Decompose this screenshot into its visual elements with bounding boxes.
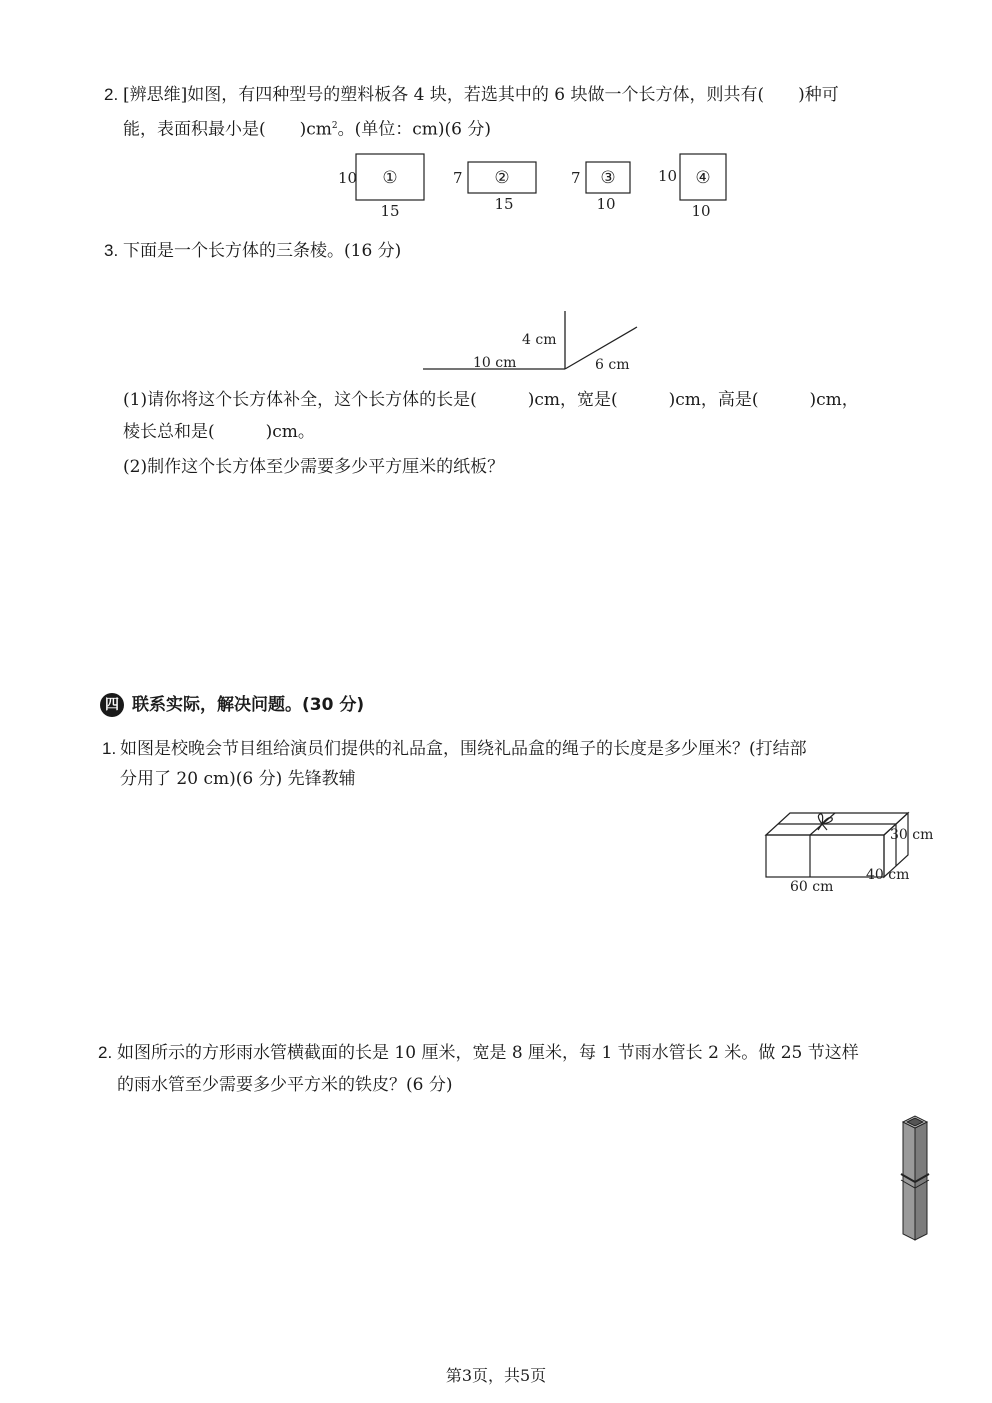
board-4-bottom: 10	[691, 202, 711, 220]
box-height-label: 30 cm	[890, 827, 934, 843]
p2-number: 2.	[98, 1043, 113, 1062]
q2-text-line1: [辨思维]如图，有四种型号的塑料板各 4 块，若选其中的 6 块做一个长方体，则共有( )种可	[123, 85, 839, 105]
q3-part1-line1: (1)请你将这个长方体补全，这个长方体的长是( )cm，宽是( )cm，高是( )cm，	[123, 390, 859, 410]
board-1-bottom: 15	[380, 202, 400, 220]
p2-text-line1: 如图所示的方形雨水管横截面的长是 10 厘米，宽是 8 厘米，每 1 节雨水管长 2 米。做 25 节这样	[117, 1043, 859, 1063]
q2-number: 2.	[104, 85, 119, 104]
board-3-side: 7	[571, 169, 581, 187]
q3-title: 下面是一个长方体的三条棱。(16 分)	[123, 241, 402, 261]
board-3-bottom: 10	[596, 195, 616, 213]
p1-text-line1: 如图是校晚会节目组给演员们提供的礼品盒，围绕礼品盒的绳子的长度是多少厘米？(打结部	[120, 739, 807, 759]
edge-length-label: 10 cm	[473, 355, 517, 371]
gift-box-figure	[760, 805, 945, 900]
board-3-mark: ③	[600, 168, 616, 188]
rain-pipe-figure	[895, 1108, 935, 1248]
boards-figure	[330, 150, 740, 225]
board-2-mark: ②	[494, 168, 510, 188]
board-4-mark: ④	[695, 168, 711, 188]
p1-text-line2: 分用了 20 cm)(6 分) 先锋教辅	[120, 769, 356, 789]
box-length-label: 60 cm	[790, 879, 834, 895]
board-1-mark: ①	[382, 168, 398, 188]
board-1-side: 10	[338, 169, 358, 187]
p2-text-line2: 的雨水管至少需要多少平方米的铁皮？(6 分)	[117, 1075, 453, 1095]
board-2-side: 7	[453, 169, 463, 187]
section-four-badge: 四	[100, 693, 124, 717]
section-four-title: 联系实际，解决问题。(30 分)	[132, 695, 365, 715]
q2-text-line2: 能，表面积最小是( )$cm^2$。(单位：cm)(6 分)	[123, 119, 492, 140]
edges-figure	[415, 305, 655, 380]
edge-width-label: 6 cm	[595, 357, 630, 373]
q3-part1-line2: 棱长总和是( )cm。	[123, 422, 315, 442]
board-2-bottom: 15	[494, 195, 514, 213]
box-depth-label: 40 cm	[866, 867, 910, 883]
page-footer: 第3页，共5页	[445, 1366, 547, 1385]
edge-height-label: 4 cm	[522, 332, 557, 348]
q3-part2: (2)制作这个长方体至少需要多少平方厘米的纸板？	[123, 457, 505, 477]
p1-number: 1.	[102, 739, 117, 758]
board-4-side: 10	[658, 167, 678, 185]
q3-number: 3.	[104, 241, 119, 260]
